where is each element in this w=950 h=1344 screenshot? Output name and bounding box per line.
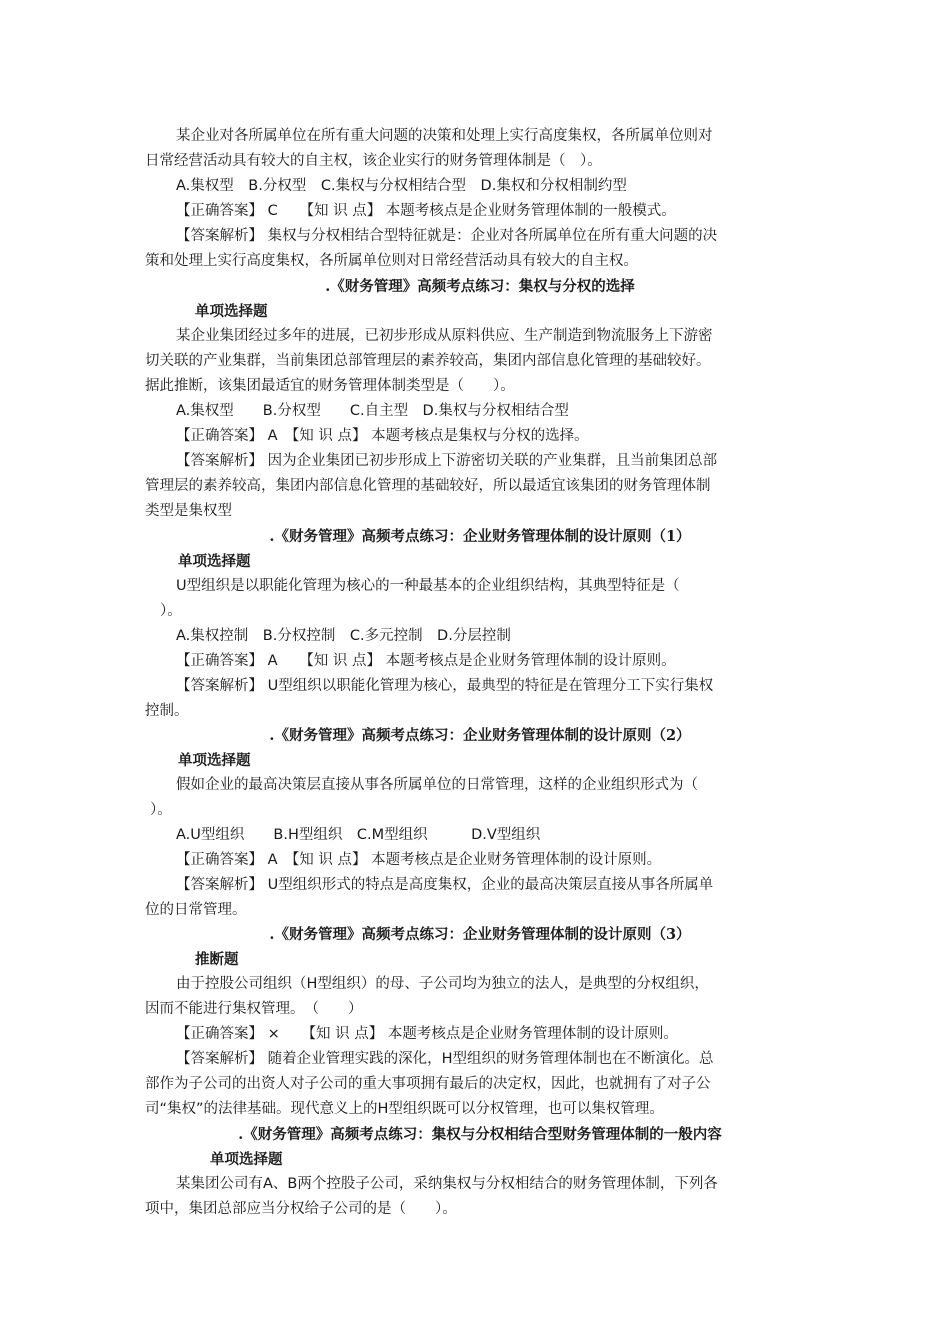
analysis-text: 【答案解析】 随着企业管理实践的深化，H型组织的财务管理体制也在不断演化。总 [176, 1051, 714, 1067]
answer-line: 【正确答案】 C 【知 识 点】 本题考核点是企业财务管理体制的一般模式。 [176, 203, 676, 219]
question-type: 单项选择题 [210, 1151, 283, 1168]
analysis-text: 部作为子公司的出资人对子公司的重大事项拥有最后的决定权，因此，也就拥有了对子公 [145, 1076, 711, 1092]
analysis-text: 司“集权”的法律基础。现代意义上的H型组织既可以分权管理，也可以集权管理。 [145, 1101, 664, 1117]
question-text: ）。 [160, 603, 182, 619]
analysis-text: 【答案解析】 U型组织形式的特点是高度集权，企业的最高决策层直接从事各所属单 [176, 877, 714, 893]
answer-line: 【正确答案】 A 【知 识 点】 本题考核点是集权与分权的选择。 [176, 428, 589, 444]
question-type: 单项选择题 [195, 303, 268, 320]
options-line: A.U型组织 B.H型组织 C.M型组织 D.V型组织 [176, 827, 541, 843]
answer-line: 【正确答案】 A 【知 识 点】 本题考核点是企业财务管理体制的设计原则。 [176, 852, 662, 868]
analysis-text: 【答案解析】 U型组织以职能化管理为核心，最典型的特征是在管理分工下实行集权 [176, 678, 714, 694]
analysis-text: 策和处理上实行高度集权，各所属单位则对日常经营活动具有较大的自主权。 [145, 253, 638, 269]
question-text: 因而不能进行集权管理。 （ ） [145, 1001, 363, 1017]
question-text: 某集团公司有A、B两个控股子公司，采纳集权与分权相结合的财务管理体制，下列各 [176, 1176, 718, 1192]
question-text: 切关联的产业集群，当前集团总部管理层的素养较高，集团内部信息化管理的基础较好。 [145, 353, 711, 369]
question-text: 日常经营活动具有较大的自主权，该企业实行的财务管理体制是（ ）。 [145, 153, 602, 169]
section-title: .《财务管理》高频考点练习：企业财务管理体制的设计原则（3） [269, 926, 691, 943]
analysis-text: 类型是集权型 [145, 503, 232, 519]
question-text: U型组织是以职能化管理为核心的一种最基本的企业组织结构，其典型特征是（ [176, 578, 680, 594]
question-text: 某企业集团经过多年的进展，已初步形成从原料供应、生产制造到物流服务上下游密 [176, 328, 713, 344]
section-title: .《财务管理》高频考点练习：集权与分权的选择 [325, 278, 635, 295]
question-type: 推断题 [195, 951, 239, 968]
answer-line: 【正确答案】 A 【知 识 点】 本题考核点是企业财务管理体制的设计原则。 [176, 653, 676, 669]
question-text: 假如企业的最高决策层直接从事各所属单位的日常管理，这样的企业组织形式为（ [176, 777, 698, 793]
question-text: 项中，集团总部应当分权给子公司的是（ ）。 [145, 1201, 457, 1217]
analysis-text: 【答案解析】 因为企业集团已初步形成上下游密切关联的产业集群，且当前集团总部 [176, 453, 718, 469]
analysis-text: 位的日常管理。 [145, 902, 247, 918]
question-type: 单项选择题 [178, 553, 251, 570]
section-title: .《财务管理》高频考点练习：集权与分权相结合型财务管理体制的一般内容 [238, 1126, 722, 1143]
section-title: .《财务管理》高频考点练习：企业财务管理体制的设计原则（2） [269, 727, 691, 744]
analysis-text: 管理层的素养较高，集团内部信息化管理的基础较好，所以最适宜该集团的财务管理体制 [145, 478, 711, 494]
section-title: .《财务管理》高频考点练习：企业财务管理体制的设计原则（1） [269, 528, 691, 545]
options-line: A.集权型 B.分权型 C.集权与分权相结合型 D.集权和分权相制约型 [176, 178, 627, 194]
options-line: A.集权控制 B.分权控制 C.多元控制 D.分层控制 [176, 628, 511, 644]
answer-line: 【正确答案】 × 【知 识 点】 本题考核点是企业财务管理体制的设计原则。 [176, 1026, 678, 1042]
question-text: 由于控股公司组织（H型组织）的母、子公司均为独立的法人，是典型的分权组织， [176, 976, 709, 992]
options-line: A.集权型 B.分权型 C.自主型 D.集权与分权相结合型 [176, 403, 569, 419]
analysis-text: 【答案解析】 集权与分权相结合型特征就是：企业对各所属单位在所有重大问题的决 [176, 228, 718, 244]
question-type: 单项选择题 [178, 752, 251, 769]
question-text: 某企业对各所属单位在所有重大问题的决策和处理上实行高度集权，各所属单位则对 [176, 128, 713, 144]
question-text: ）。 [150, 802, 172, 818]
analysis-text: 控制。 [145, 703, 189, 719]
question-text: 据此推断，该集团最适宜的财务管理体制类型是（ ）。 [145, 378, 515, 394]
